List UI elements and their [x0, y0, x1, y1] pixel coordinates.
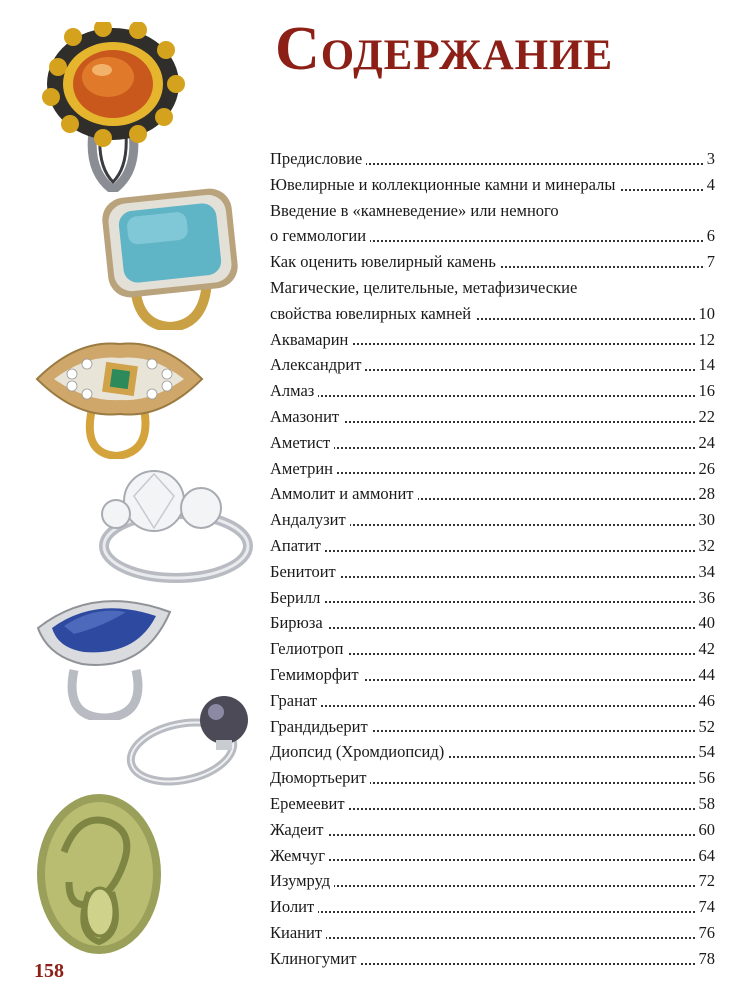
- turquoise-ring-icon: [95, 185, 245, 330]
- toc-entry[interactable]: [270, 765, 715, 791]
- toc-entry-page: 3: [704, 146, 715, 172]
- toc-entry[interactable]: [270, 430, 715, 456]
- toc-entry[interactable]: [270, 456, 715, 482]
- toc-entry-title: Аметрин: [270, 456, 337, 482]
- toc-entry-page: 42: [696, 636, 716, 662]
- toc-entry-page: 10: [696, 301, 716, 327]
- toc-entry[interactable]: [270, 868, 715, 894]
- toc-entry[interactable]: [270, 301, 715, 327]
- toc-entry-title: Жемчуг: [270, 843, 329, 869]
- dot-leader: [270, 550, 715, 552]
- toc-entry[interactable]: [270, 688, 715, 714]
- toc-entry[interactable]: [270, 198, 715, 224]
- toc-entry-page: 30: [696, 507, 716, 533]
- toc-entry-title: Грандидьерит: [270, 714, 372, 740]
- toc-entry[interactable]: [270, 507, 715, 533]
- toc-entry-page: 52: [696, 714, 716, 740]
- toc-entry-title: Бенитоит: [270, 559, 340, 585]
- toc-entry-page: 28: [696, 481, 716, 507]
- pearl-ring-icon: [124, 690, 259, 790]
- dot-leader: [270, 937, 715, 939]
- toc-entry-page: 24: [696, 430, 716, 456]
- dot-leader: [270, 601, 715, 603]
- toc-entry-title: Аквамарин: [270, 327, 352, 353]
- table-of-contents: [270, 146, 715, 972]
- toc-entry-page: 56: [696, 765, 716, 791]
- toc-entry-page: 6: [704, 223, 715, 249]
- toc-entry-title: Ювелирные и коллекционные камни и минералы: [270, 172, 619, 198]
- toc-entry[interactable]: [270, 559, 715, 585]
- toc-entry-title: Аммолит и аммонит: [270, 481, 418, 507]
- page-title: Содержание: [275, 15, 614, 83]
- toc-entry-page: 78: [696, 946, 716, 972]
- toc-entry[interactable]: [270, 481, 715, 507]
- toc-entry[interactable]: [270, 946, 715, 972]
- toc-entry-page: 74: [696, 894, 716, 920]
- diamond-solitaire-ring-icon: [86, 466, 256, 586]
- toc-entry-page: 14: [696, 352, 716, 378]
- toc-entry[interactable]: [270, 585, 715, 611]
- toc-entry-title: Как оценить ювелирный камень: [270, 249, 500, 275]
- toc-entry-title: Магические, целительные, метафизические: [270, 275, 577, 301]
- toc-entry-title: Предисловие: [270, 146, 366, 172]
- toc-entry[interactable]: [270, 662, 715, 688]
- toc-entry-title: Диопсид (Хромдиопсид): [270, 739, 448, 765]
- dot-leader: [270, 834, 715, 836]
- toc-entry-page: 44: [696, 662, 716, 688]
- toc-entry-title: Аметист: [270, 430, 334, 456]
- toc-entry-title: о геммологии: [270, 223, 370, 249]
- toc-entry[interactable]: [270, 920, 715, 946]
- toc-entry-page: 12: [696, 327, 716, 353]
- toc-entry-title: Бирюза: [270, 610, 327, 636]
- jade-carving-icon: [34, 792, 164, 957]
- toc-entry-title: Клиногумит: [270, 946, 360, 972]
- toc-entry[interactable]: [270, 223, 715, 249]
- toc-entry-page: 26: [696, 456, 716, 482]
- dot-leader: [270, 859, 715, 861]
- toc-entry-page: 76: [696, 920, 716, 946]
- toc-entry[interactable]: [270, 636, 715, 662]
- toc-entry-title: Иолит: [270, 894, 318, 920]
- toc-entry[interactable]: [270, 172, 715, 198]
- toc-entry-title: Изумруд: [270, 868, 334, 894]
- toc-entry-page: 72: [696, 868, 716, 894]
- toc-entry[interactable]: [270, 714, 715, 740]
- dot-leader: [270, 885, 715, 887]
- toc-entry-title: Кианит: [270, 920, 326, 946]
- toc-entry-title: Гранат: [270, 688, 321, 714]
- toc-entry-title: Введение в «камневедение» или немного: [270, 198, 559, 224]
- toc-entry[interactable]: [270, 249, 715, 275]
- toc-entry-page: 54: [696, 739, 716, 765]
- emerald-filigree-ring-icon: [32, 334, 207, 459]
- amber-ring-icon: [38, 22, 188, 192]
- toc-entry[interactable]: [270, 610, 715, 636]
- toc-entry-page: 36: [696, 585, 716, 611]
- toc-entry-page: 4: [704, 172, 715, 198]
- toc-entry[interactable]: [270, 275, 715, 301]
- toc-entry-page: 46: [696, 688, 716, 714]
- toc-entry-page: 32: [696, 533, 716, 559]
- toc-entry-title: Алмаз: [270, 378, 318, 404]
- toc-entry-title: Амазонит: [270, 404, 343, 430]
- toc-entry-title: Берилл: [270, 585, 324, 611]
- toc-entry-title: Гелиотроп: [270, 636, 347, 662]
- toc-entry-title: Гемиморфит: [270, 662, 363, 688]
- toc-entry-page: 16: [696, 378, 716, 404]
- toc-entry-page: 58: [696, 791, 716, 817]
- toc-entry-title: свойства ювелирных камней: [270, 301, 475, 327]
- toc-entry-title: Жадеит: [270, 817, 327, 843]
- toc-entry[interactable]: [270, 404, 715, 430]
- toc-entry[interactable]: [270, 894, 715, 920]
- toc-entry-page: 64: [696, 843, 716, 869]
- toc-entry[interactable]: [270, 533, 715, 559]
- toc-entry-title: Еремеевит: [270, 791, 349, 817]
- toc-entry-page: 22: [696, 404, 716, 430]
- toc-entry[interactable]: [270, 791, 715, 817]
- toc-entry[interactable]: [270, 739, 715, 765]
- page-number: 158: [34, 960, 64, 982]
- toc-entry-page: 60: [696, 817, 716, 843]
- dot-leader: [270, 447, 715, 449]
- toc-entry-page: 7: [704, 249, 715, 275]
- toc-entry[interactable]: [270, 378, 715, 404]
- toc-entry-title: Апатит: [270, 533, 325, 559]
- toc-entry-page: 34: [696, 559, 716, 585]
- toc-entry-title: Александрит: [270, 352, 365, 378]
- toc-entry[interactable]: [270, 146, 715, 172]
- toc-entry-page: 40: [696, 610, 716, 636]
- toc-entry[interactable]: [270, 817, 715, 843]
- dot-leader: [270, 627, 715, 629]
- toc-entry[interactable]: [270, 352, 715, 378]
- toc-entry[interactable]: [270, 327, 715, 353]
- toc-entry-title: Дюмортьерит: [270, 765, 370, 791]
- dot-leader: [270, 395, 715, 397]
- toc-entry[interactable]: [270, 843, 715, 869]
- dot-leader: [270, 705, 715, 707]
- toc-entry-title: Андалузит: [270, 507, 350, 533]
- dot-leader: [270, 911, 715, 913]
